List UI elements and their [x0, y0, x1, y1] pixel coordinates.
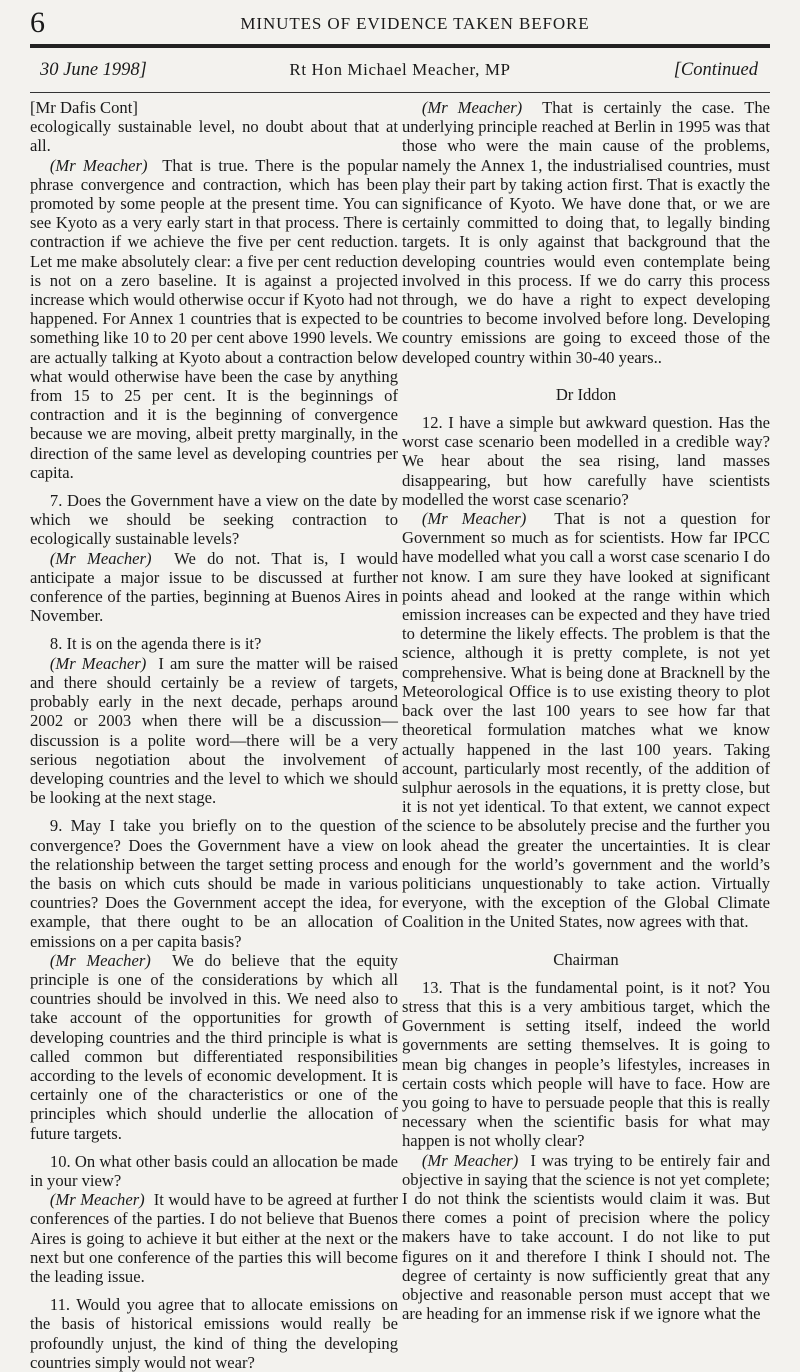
answer-8: [30, 654, 398, 808]
question-8: 8. It is on the agenda there is it?: [49, 634, 262, 654]
page-header-title: MINUTES OF EVIDENCE TAKEN BEFORE: [240, 14, 590, 33]
answer-text: I am sure the matter will be raised and there should certainly be a review of targets, probably early in the next decade, perhaps around 2002 or 2003 when there will be a discussion—discussion is a polite word—there will be a very serious negotiation about the involvement of developing countries and the level to which we should be looking at the next stage.: [30, 653, 398, 808]
page-number: 6: [30, 6, 45, 39]
speaker-heading-chairman: Chairman: [553, 949, 619, 969]
answer-text: I was trying to be entirely fair and objective in saying that the science is not yet complete; I do not think the scientists would claim it was. But there comes a point of precision where the policy makers have to take account. I do not like to put figures on it and therefore I think I should not. The degree of certainty is now sufficiently great that any objective and reasonable person must accept that we are heading for an immense risk if we ignore what the: [402, 1150, 771, 1324]
question-12: 12. I have a simple but awkward question. Has the worst case scenario been modelled in a credible way? We hear about the sea rising, land masses disappearing, but how carefully have scientists modelled the worst case scenario?: [402, 413, 770, 509]
question-9: 9. May I take you briefly on to the question of convergence? Does the Government have a view on the relationship between the target setting process and the basis on which cuts should be made in various countries? Does the Government accept the idea, for example, that there ought to be an allocation of emissions on a per capita basis?: [30, 816, 398, 951]
answer-text: It would have to be agreed at further conferences of the parties. I do not believe that Buenos Aires is going to achieve it but either at the next or the next but one conference of the parties this will become the leading issue.: [30, 1190, 399, 1286]
answer-text: We do not. That is, I would anticipate a major issue to be discussed at further conference of the parties, beginning at Buenos Aires in November.: [30, 548, 399, 626]
witness-label: (Mr Meacher): [49, 1190, 145, 1210]
speaker-heading-iddon: Dr Iddon: [555, 384, 617, 404]
witness-label: (Mr Meacher): [49, 548, 152, 568]
speaker-label: [Mr Dafis Cont]: [30, 98, 138, 117]
answer-12: [402, 509, 770, 931]
right-column: [402, 98, 770, 1323]
witness-label: (Mr Meacher): [49, 950, 151, 970]
witness-label: (Mr Meacher): [421, 509, 527, 529]
subheader-rule: [30, 92, 770, 93]
witness-label: (Mr Meacher): [421, 1150, 519, 1170]
answer-text: That is not a question for Government so much as for scientists. How far IPCC have modelled what you call a worst case scenario I do not know. I am sure they have looked at significant points ahead and looked at the range within which emission increases can be expected and they have tried to determine the likely effects. The problem is that the science, although it is pretty complete, is not yet comprehensive. What is being done at Bracknell by the Meteorological Office is to use existing theory to plot back over the last 100 years to see how far that theoretical formulation matches what we know actually happened in the last 100 years. Taking account, particularly most recently, of the addition of sulphur aerosols in the equations, it is pretty close, but it is not yet identical. To that extent, we cannot expect the science to be absolutely precise and the further you look ahead the greater the uncertainties. It is clear enough for the world’s government and the world’s politicians unquestionably to take action. Virtually everyone, with the exception of the Global Climate Coalition in the United States, now agrees with that.: [402, 509, 771, 932]
answer-text: That is certainly the case. The underlying principle reached at Berlin in 1995 was that those who were the main cause of the problems, namely the Annex 1, the industrialised countries, must play their part by taking action first. That is exactly the significance of Kyoto. We have done that, or we are certainly committed to doing that, to legally binding targets. It is only against that background that the developing countries would even contemplate being involved in this process. If we do carry this process through, we do have a right to expect developing countries to become involved before long. Developing country emissions are going to exceed those of the developed country within 30-40 years..: [402, 98, 770, 367]
answer-7: [30, 549, 398, 626]
witness-label: (Mr Meacher): [421, 98, 523, 117]
witness-label: (Mr Meacher): [49, 653, 147, 673]
continued-label: [Continued: [673, 60, 758, 80]
answer-text: We do believe that the equity principle is one of the considerations by which all countries should be involved in this. We need also to take account of the opportunities for growth of developing countries and the third principle is what is called common but differentiated responsibilities according to the levels of economic development. It is certainly one of the characteristics or one of the principles which should underlie the allocation of future targets.: [30, 950, 399, 1143]
paragraph: ecologically sustainable level, no doubt about that at all.: [30, 117, 398, 156]
answer-10: [30, 1190, 398, 1286]
answer-paragraph: [30, 156, 398, 482]
hearing-date: 30 June 1998]: [40, 60, 147, 80]
answer-9: [30, 951, 398, 1143]
answer-text: That is true. There is the popular phrase convergence and contraction, which has been promoted by some people at the present time. You can see Kyoto as a very early start in that process. There is contraction if we achieve the five per cent reduction. Let me make absolutely clear: a five per cent reduction is not on a zero baseline. It is against a projected increase which would otherwise occur if Kyoto had not happened. For Annex 1 countries that is expected to be something like 10 to 20 per cent above 1990 levels. We are actually talking at Kyoto about a contraction below what would otherwise have been the case by anything from 15 to 25 per cent. It is the beginnings of contraction and it is the beginning of convergence because we are moving, albeit pretty marginally, in the direction of the same level as developing countries per capita.: [30, 155, 399, 482]
answer-11: [402, 98, 770, 367]
question-13: 13. That is the fundamental point, is it not? You stress that this is a very ambitious target, which the Government is setting itself, indeed the world governments are setting themselves. It is going to mean big changes in people’s lifestyles, increases in certain costs which people will have to face. How are you going to have to persuade people that this is really necessary when the scientific basis for what may happen is not wholly clear?: [402, 977, 770, 1151]
question-10: 10. On what other basis could an allocation be made in your view?: [30, 1151, 398, 1190]
witness-label: (Mr Meacher): [49, 155, 148, 175]
header-rule: [30, 44, 770, 48]
witness-name: Rt Hon Michael Meacher, MP: [289, 60, 511, 79]
left-column: [30, 98, 398, 1372]
question-11: 11. Would you agree that to allocate emissions on the basis of historical emissions would really be profoundly unjust, the kind of thing the developing countries simply would not wear?: [30, 1295, 398, 1372]
question-7: 7. Does the Government have a view on the date by which we should be seeking contraction to ecologically sustainable levels?: [30, 491, 398, 549]
answer-13: [402, 1151, 770, 1324]
